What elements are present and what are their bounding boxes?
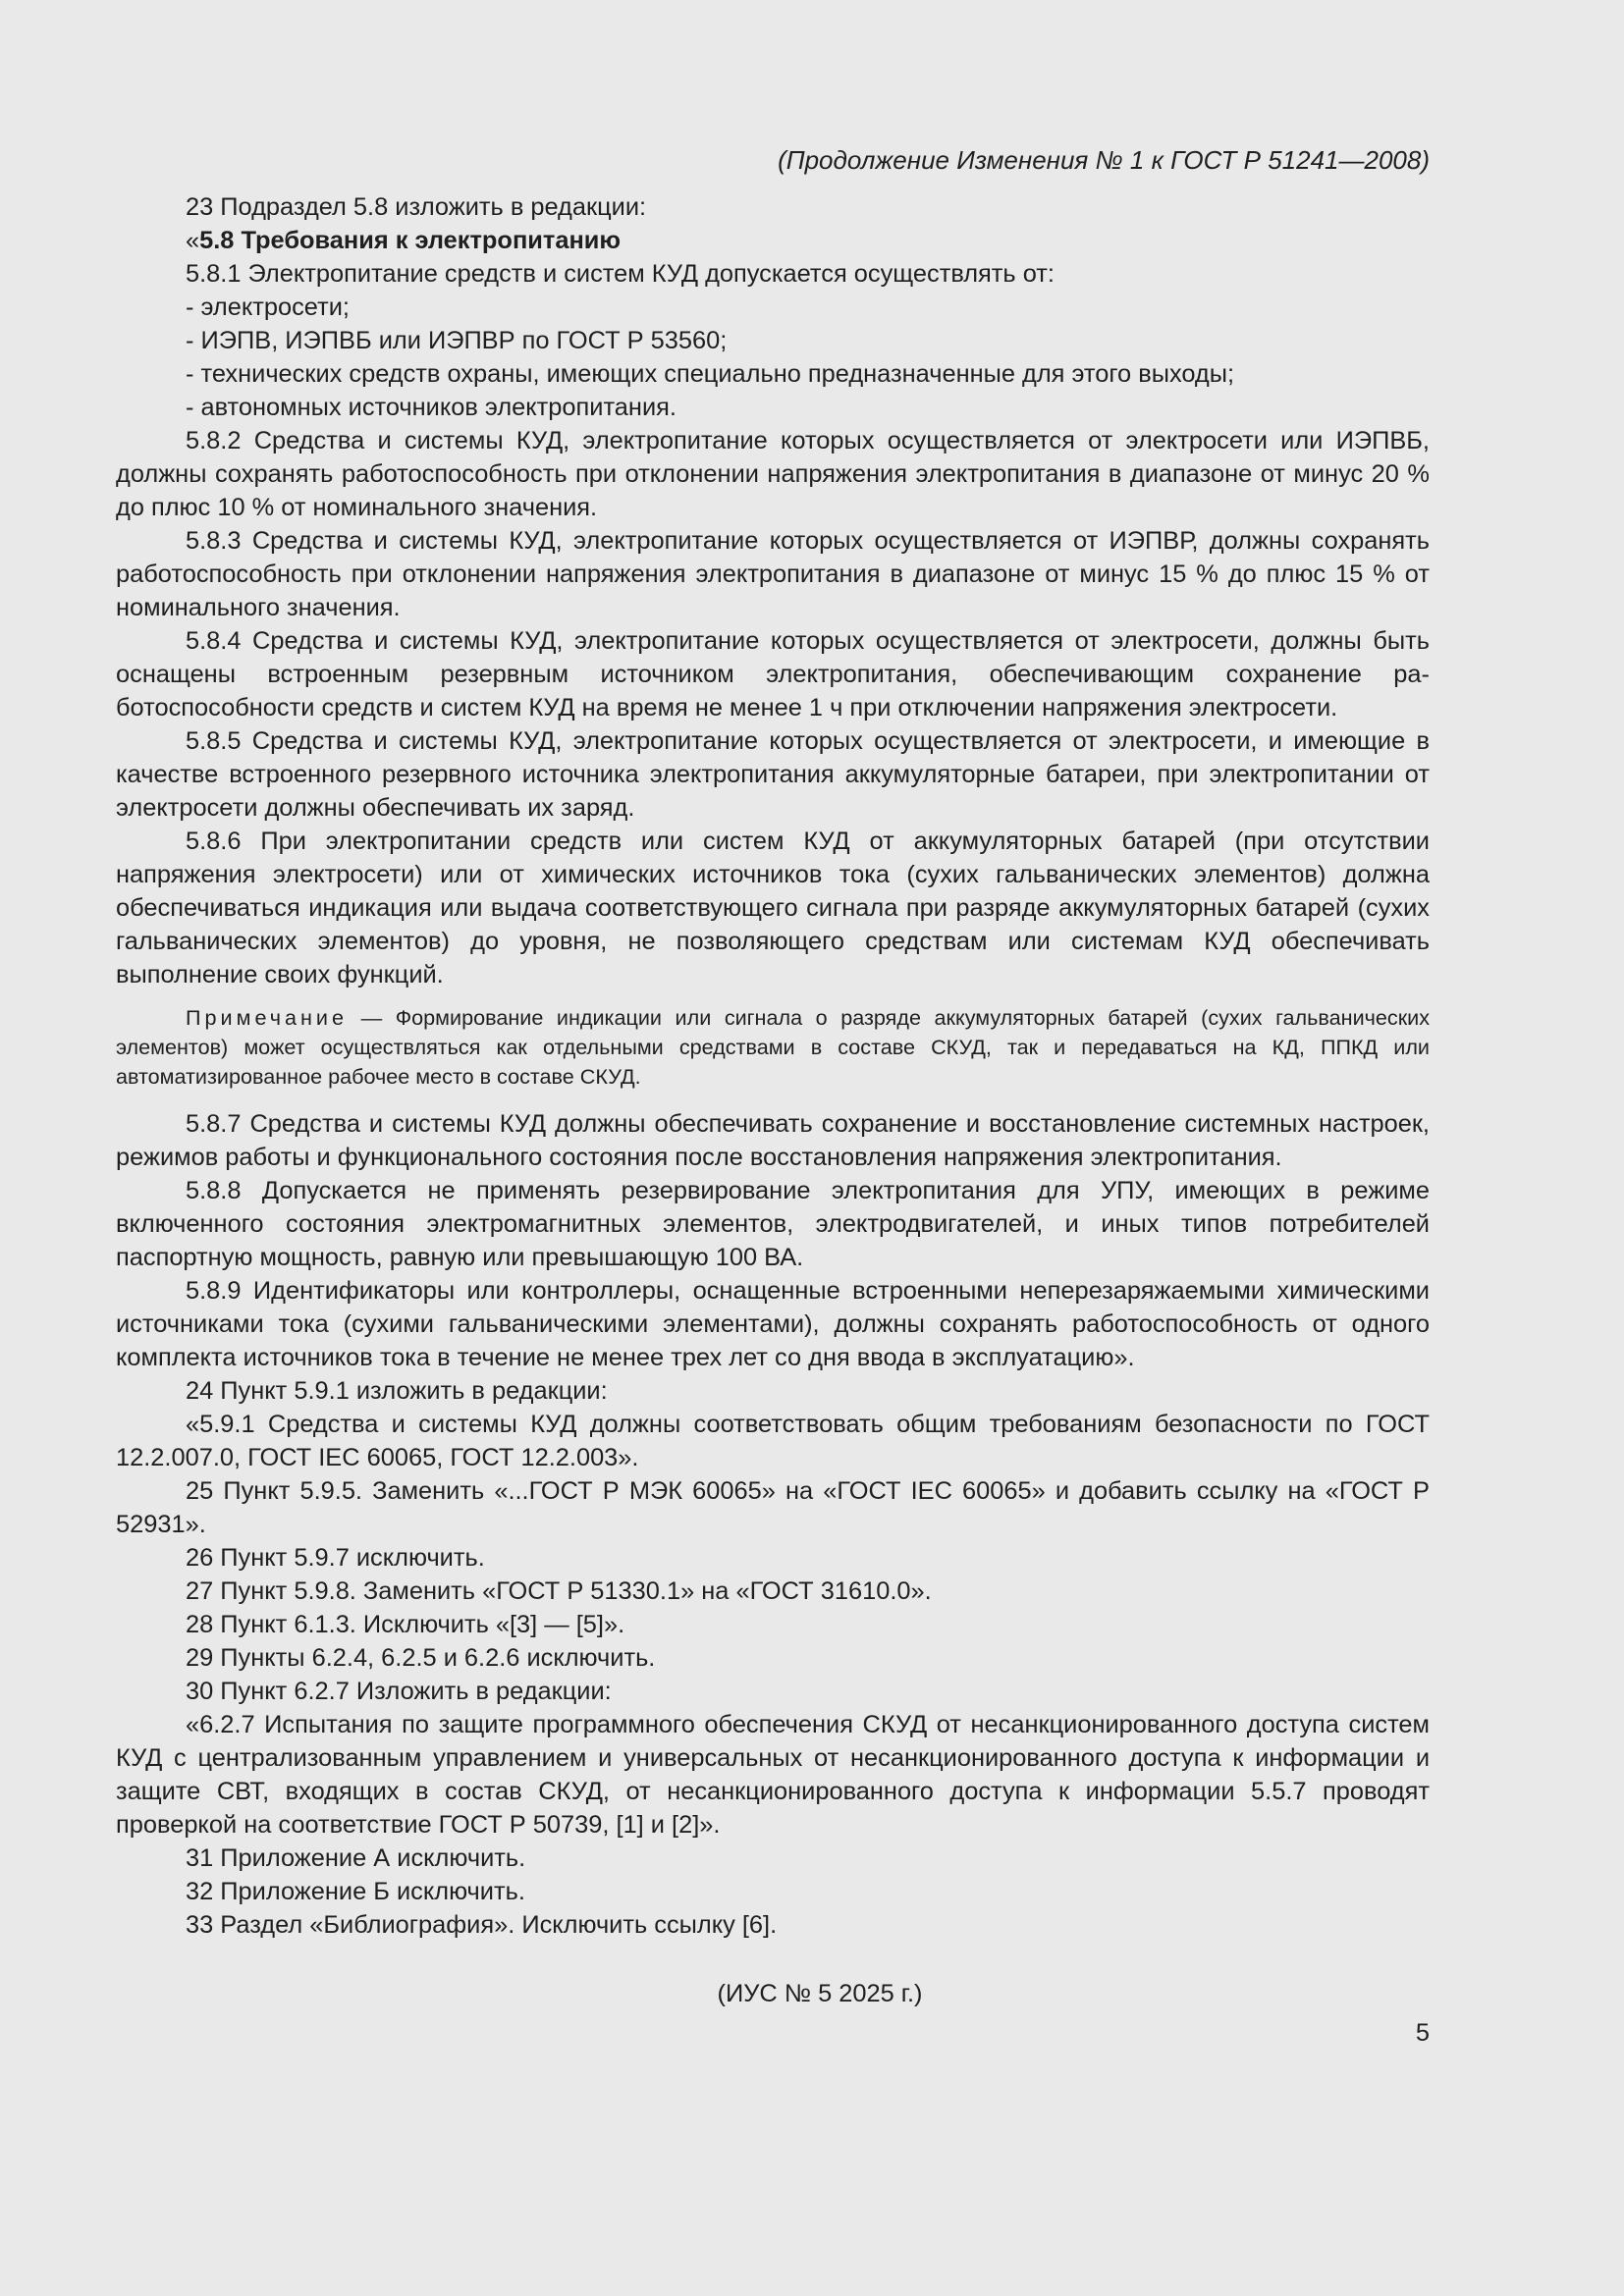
item-24: 24 Пункт 5.9.1 изложить в редакции: (186, 1377, 608, 1405)
list-item: - ИЭПВ, ИЭПВБ или ИЭПВР по ГОСТ Р 53560; (186, 327, 728, 354)
list-item: - автономных источников электропитания. (186, 394, 677, 421)
clause-5-9-1: «5.9.1 Средства и системы КУД должны соответствовать общим требованиям безопасности по ГОСТ 12.2.007.0, ГОСТ IEC 60065, ГОСТ 12.2.003». (116, 1411, 1430, 1471)
section-title-text: 5.8 Требования к электропитанию (199, 227, 622, 254)
item-23: 23 Подраздел 5.8 изложить в редакции: (186, 193, 647, 221)
ius-reference: (ИУС № 5 2025 г.) (717, 1980, 923, 2007)
document-page (116, 143, 1430, 2050)
item-27: 27 Пункт 5.9.8. Заменить «ГОСТ Р 51330.1» на «ГОСТ 31610.0». (186, 1577, 932, 1605)
clause-5-8-9: 5.8.9 Идентификаторы или контроллеры, оснащенные встроенными неперезаряжаемыми химическими источниками тока (сухими гальваническими элементами), должны сохранять работоспособность от одного комплекта источников тока в течение не менее трех лет со дня ввода в эксплуатацию». (116, 1277, 1430, 1371)
note (116, 1003, 1430, 1092)
item-31: 31 Приложение А исключить. (186, 1844, 526, 1872)
item-30: 30 Пункт 6.2.7 Изложить в редакции: (186, 1678, 612, 1705)
clause-5-8-4: 5.8.4 Средства и системы КУД, электропитание которых осуществляется от электросети, должны быть оснащены встроенным резервным источником электропитания, обеспечивающим сохранение работоспособности средств и систем КУД на время не менее 1 ч при отключении напряжения электросети. (116, 627, 1430, 721)
clause-5-8-8: 5.8.8 Допускается не применять резервирование электропитания для УПУ, имеющих в режиме включенного состояния электромагнитных элементов, электродвигателей, и иных типов потребителей паспортную мощность, равную или превышающую 100 ВА. (116, 1177, 1430, 1271)
section-5-8-title (116, 224, 1430, 257)
item-32: 32 Приложение Б исключить. (186, 1878, 525, 1905)
item-25: 25 Пункт 5.9.5. Заменить «...ГОСТ Р МЭК 60065» на «ГОСТ IEC 60065» и добавить ссылку на «ГОСТ Р 52931». (116, 1477, 1430, 1538)
clause-5-8-6: 5.8.6 При электропитании средств или систем КУД от аккумуляторных батарей (при отсутствии напряжения электросети) или от химических источников тока (сухих гальванических элементов) должна обеспечиваться индикация или выдача соответствующего сигнала при разряде аккумуляторных батарей (сухих гальванических элементов) до уровня, не позволяющего средствам или системам КУД обеспечивать выполнение своих функций. (116, 828, 1430, 988)
list-item: - электросети; (186, 294, 350, 321)
clause-5-8-3: 5.8.3 Средства и системы КУД, электропитание которых осуществляется от ИЭПВР, должны сохранять работоспособность при отклонении напряжения электропитания в диапазоне от минус 15 % до плюс 15 % от номинального значения. (116, 527, 1430, 621)
item-33: 33 Раздел «Библиография». Исключить ссылку [6]. (186, 1911, 778, 1939)
item-29: 29 Пункты 6.2.4, 6.2.5 и 6.2.6 исключить. (186, 1644, 656, 1672)
item-26: 26 Пункт 5.9.7 исключить. (186, 1544, 485, 1572)
clause-5-8-5: 5.8.5 Средства и системы КУД, электропитание которых осуществляется от электросети, и имеющие в качестве встроенного резервного источника электропитания аккумуляторные батареи, при электропитании от электросети должны обеспечивать их заряд. (116, 727, 1430, 822)
item-28: 28 Пункт 6.1.3. Исключить «[3] — [5]». (186, 1611, 625, 1638)
clause-5-8-7: 5.8.7 Средства и системы КУД должны обеспечивать сохранение и восстановление системных настроек, режимов работы и функционального состояния после восстановления напряжения электропитания. (116, 1110, 1430, 1171)
page-number: 5 (1415, 2019, 1430, 2047)
clause-5-8-1: 5.8.1 Электропитание средств и систем КУД допускается осуществлять от: (186, 260, 1055, 288)
list-item: - технических средств охраны, имеющих специально предназначенные для этого выходы; (186, 360, 1235, 388)
note-text: — Формирование индикации или сигнала о разряде аккумуляторных батарей (сухих гальванических элементов) может осуществляться как отдельными средствами в составе СКУД, так и передаваться на КД, ППКД или автоматизированное рабочее место в составе СКУД. (116, 1005, 1430, 1089)
clause-5-8-2: 5.8.2 Средства и системы КУД, электропитание которых осуществляется от электросети или ИЭПВБ, должны сохранять работоспособность при отклонении напряжения электропитания в диапазоне от минус 20 % до плюс 10 % от номинального значения. (116, 427, 1430, 521)
clause-6-2-7: «6.2.7 Испытания по защите программного обеспечения СКУД от несанкционированного доступа систем КУД с централизованным управлением и универсальных от несанкционированного доступа к информации и защите СВТ, входящих в состав СКУД, от несанкционированного доступа к информации 5.5.7 проводят проверкой на соответствие ГОСТ Р 50739, [1] и [2]». (116, 1711, 1430, 1839)
open-quote: « (186, 227, 200, 254)
note-label: Примечание (186, 1005, 348, 1030)
continuation-header: (Продолжение Изменения № 1 к ГОСТ Р 51241—2008) (778, 145, 1430, 175)
